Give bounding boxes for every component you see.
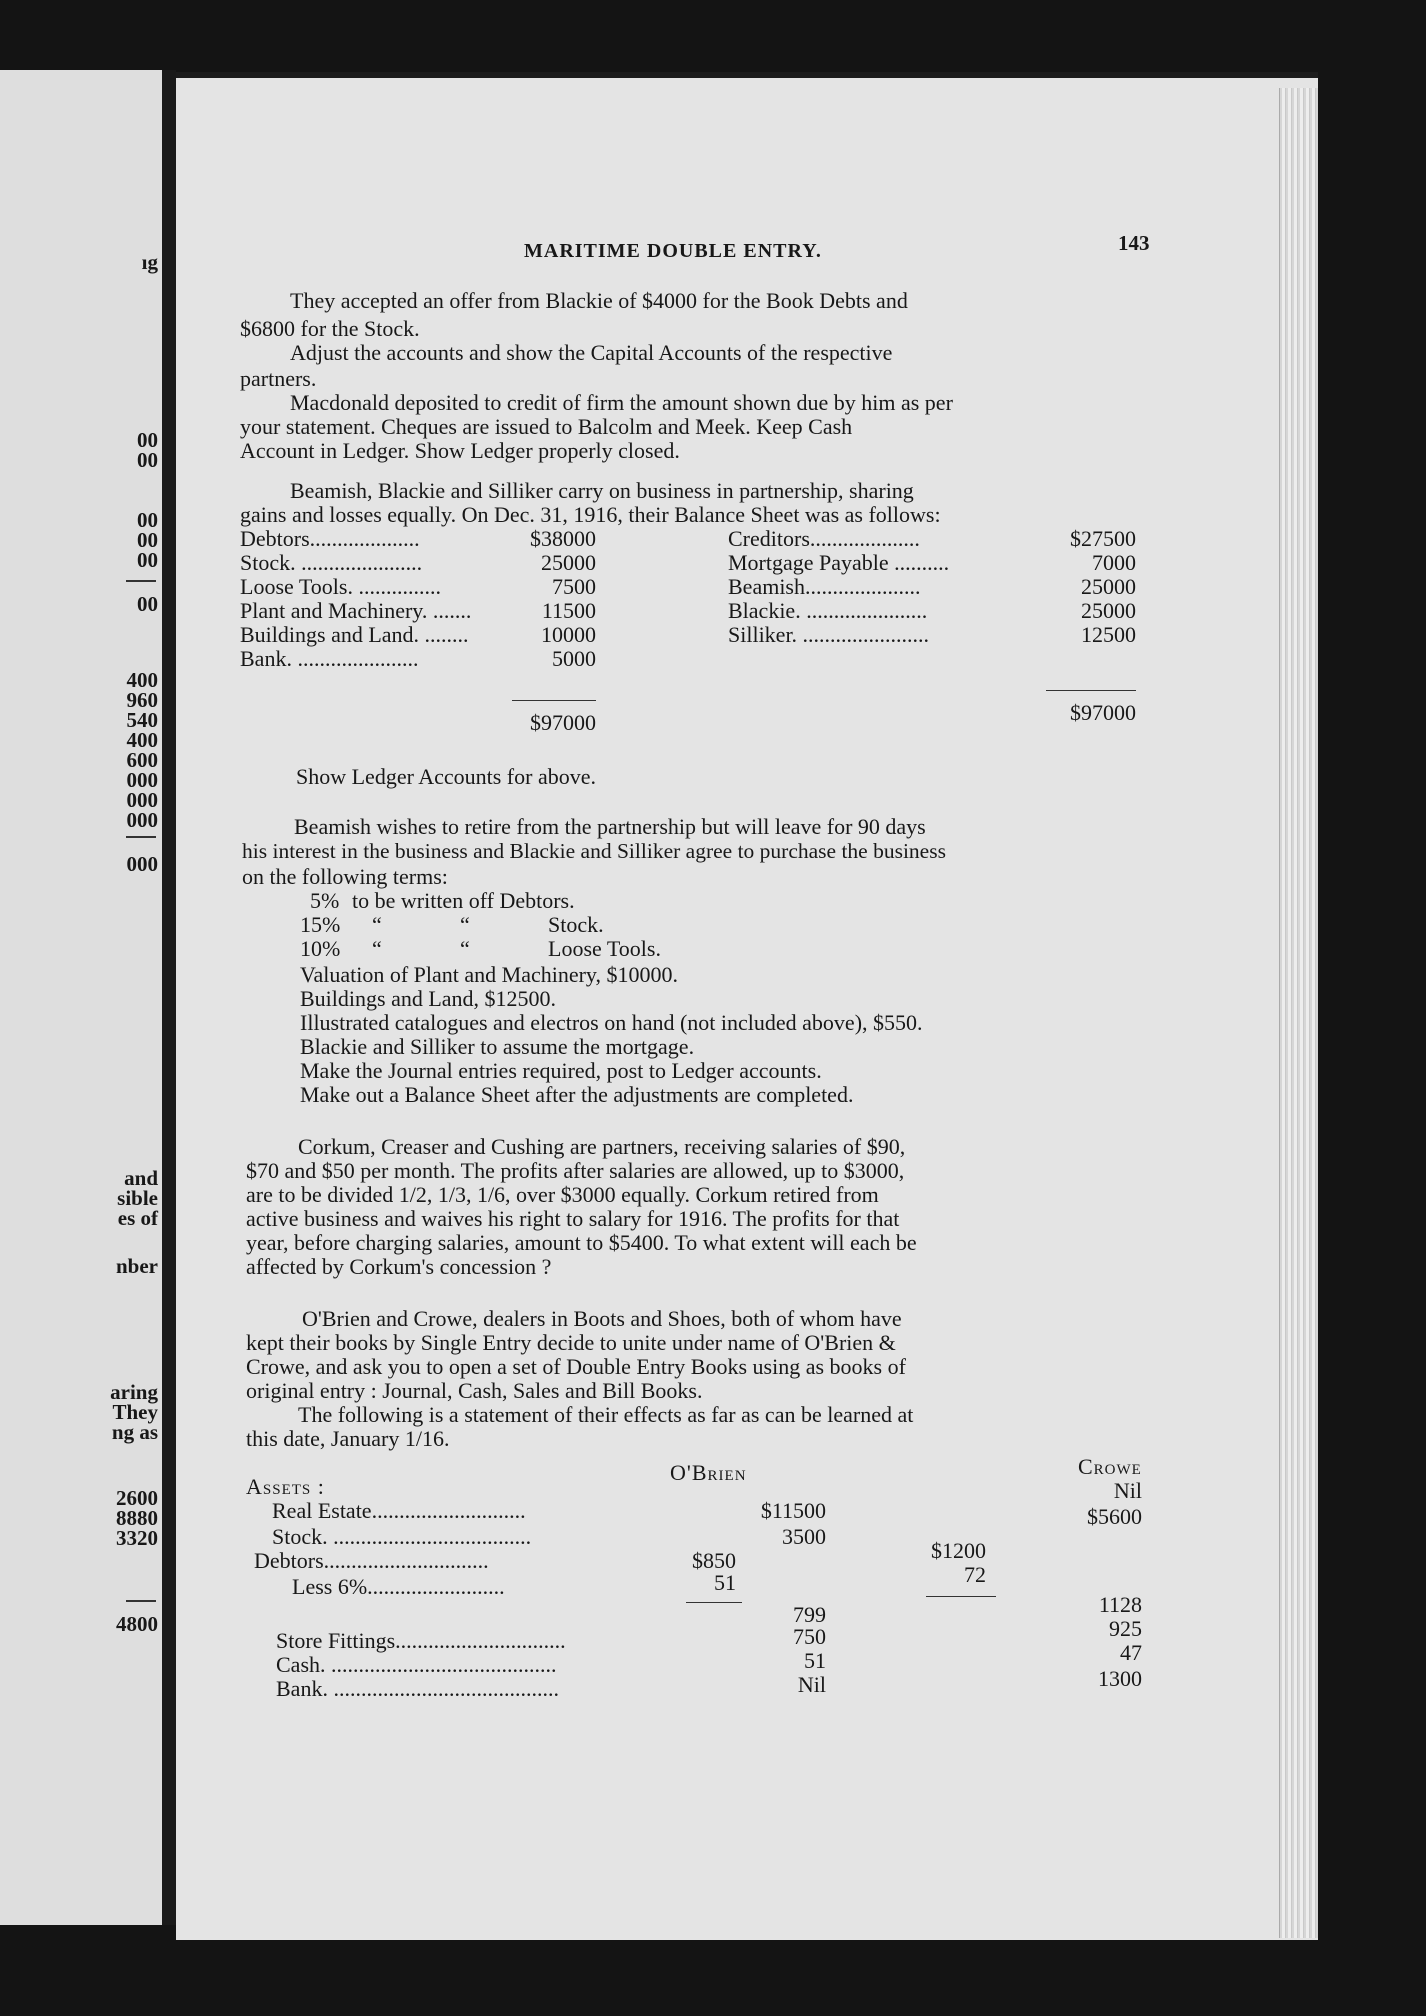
para5-line: kept their books by Single Entry decide to unite under name of O'Brien &	[246, 1330, 896, 1355]
term-pct: 10%	[300, 936, 341, 961]
para2-line: gains and losses equally. On Dec. 31, 1916, their Balance Sheet was as follows:	[240, 502, 941, 527]
term-text: to be written off Debtors.	[352, 888, 575, 913]
facing-page-edge	[0, 70, 176, 1925]
crowe-debtors-less: 72	[964, 1562, 986, 1587]
obrien-stock: 3500	[782, 1524, 826, 1549]
facing-page-fragment: 00	[137, 528, 158, 552]
para4-line: active business and waives his right to salary for 1916. The profits for that	[246, 1206, 900, 1231]
bs-left-label: Stock. ......................	[240, 550, 423, 575]
bs-right-label: Mortgage Payable ..........	[728, 550, 950, 575]
bs-right-amount: 25000	[1081, 574, 1136, 599]
para5-line: original entry : Journal, Cash, Sales and Bill Books.	[246, 1378, 703, 1403]
term-pct: 5%	[310, 888, 340, 913]
para4-line: $70 and $50 per month. The profits after salaries are allowed, up to $3000,	[246, 1158, 905, 1183]
facing-page-rule	[126, 1600, 156, 1602]
facing-page-fragment: 00	[137, 592, 158, 616]
terms-line: Make out a Balance Sheet after the adjustments are completed.	[300, 1082, 854, 1107]
obrien-debtors-net: 799	[793, 1602, 826, 1627]
term-ditto: “	[372, 912, 382, 937]
bs-left-label: Plant and Machinery. .......	[240, 598, 472, 623]
stock-label: Stock. ....................................	[272, 1524, 532, 1549]
terms-line: Make the Journal entries required, post to Ledger accounts.	[300, 1058, 822, 1083]
bs-left-label: Bank. ......................	[240, 646, 419, 671]
bs-left-amount: $38000	[530, 526, 596, 551]
term-ditto: “	[460, 912, 470, 937]
facing-page-fragment: ng as	[111, 1420, 158, 1444]
para5-line: this date, January 1/16.	[246, 1426, 450, 1451]
facing-page-rule	[126, 836, 156, 838]
obrien-real-estate: $11500	[760, 1498, 826, 1523]
facing-page-fragment: 540	[126, 708, 158, 732]
page-edge-stack	[1279, 88, 1318, 1938]
bs-left-label: Buildings and Land. ........	[240, 622, 469, 647]
facing-page-fragment: 3320	[116, 1526, 158, 1550]
bs-right-amount: 7000	[1092, 550, 1136, 575]
para1-line: Account in Ledger. Show Ledger properly closed.	[240, 438, 680, 463]
facing-page-fragment: 960	[126, 688, 158, 712]
facing-page-fragment: They	[112, 1400, 158, 1424]
real-estate-label: Real Estate............................	[272, 1498, 526, 1523]
term-ditto: “	[460, 936, 470, 961]
para1-line: your statement. Cheques are issued to Balcolm and Meek. Keep Cash	[240, 414, 853, 439]
term-ditto: “	[372, 936, 382, 961]
facing-page-fragment: 8880	[116, 1506, 158, 1530]
cash-label: Cash. .........................................	[276, 1652, 557, 1677]
terms-line: Valuation of Plant and Machinery, $10000.	[300, 962, 678, 987]
bs-right-total: $97000	[1070, 700, 1136, 725]
crowe-header: Crowe	[1078, 1454, 1142, 1479]
crowe-debtors-net: 1128	[1098, 1592, 1142, 1617]
facing-page-fragment: 000	[126, 852, 158, 876]
para4-line: year, before charging salaries, amount to $5400. To what extent will each be	[246, 1230, 917, 1255]
crowe-real-estate: Nil	[1113, 1478, 1142, 1503]
obrien-bank: Nil	[797, 1672, 826, 1697]
para1-line: Macdonald deposited to credit of firm the amount shown due by him as per	[290, 390, 953, 415]
facing-page-fragment: 00	[137, 428, 158, 452]
obrien-store-fittings: 750	[793, 1624, 826, 1649]
obrien-debtors-gross: $850	[692, 1548, 736, 1573]
para3-line: on the following terms:	[242, 864, 448, 889]
bs-right-amount: $27500	[1070, 526, 1136, 551]
obrien-debtors-less: 51	[714, 1570, 736, 1595]
facing-page-fragment: es of	[117, 1206, 158, 1230]
book-page	[176, 72, 1318, 1940]
facing-page-fragment: 4800	[116, 1612, 158, 1636]
bs-left-total-rule	[512, 700, 596, 701]
bs-right-label: Beamish.....................	[728, 574, 921, 599]
facing-page-fragment: ıg	[141, 250, 158, 274]
assets-label: Assets :	[246, 1474, 325, 1499]
para1-line: partners.	[240, 366, 317, 391]
store-fittings-label: Store Fittings...............................	[276, 1628, 566, 1653]
facing-page-rule	[126, 580, 156, 582]
bs-left-label: Debtors....................	[240, 526, 420, 551]
facing-page-fragment: 400	[126, 728, 158, 752]
bs-right-amount: 12500	[1081, 622, 1136, 647]
bs-right-amount: 25000	[1081, 598, 1136, 623]
bs-left-total: $97000	[530, 710, 596, 735]
term-text: Loose Tools.	[548, 936, 661, 961]
crowe-store-fittings: 925	[1109, 1616, 1142, 1641]
para3-line: Beamish wishes to retire from the partnership but will leave for 90 days	[294, 814, 926, 839]
bs-left-amount: 5000	[552, 646, 596, 671]
term-pct: 15%	[300, 912, 341, 937]
para3-line: his interest in the business and Blackie and Silliker agree to purchase the business	[242, 839, 946, 863]
crowe-stock: $5600	[1087, 1504, 1142, 1529]
debtors-label: Debtors..............................	[254, 1548, 489, 1573]
bank-label: Bank. .........................................	[276, 1676, 559, 1701]
facing-page-fragment: 00	[137, 508, 158, 532]
terms-line: Buildings and Land, $12500.	[300, 986, 557, 1011]
facing-page-fragment: 000	[126, 788, 158, 812]
facing-page-fragment: 00	[137, 548, 158, 572]
para1-line: $6800 for the Stock.	[240, 316, 420, 341]
terms-line: Blackie and Silliker to assume the mortgage.	[300, 1034, 695, 1059]
facing-page-fragment: and	[124, 1166, 158, 1190]
para4-line: are to be divided 1/2, 1/3, 1/6, over $3000 equally. Corkum retired from	[246, 1182, 879, 1207]
facing-page-fragment: sible	[117, 1186, 158, 1210]
obrien-header: O'Brien	[670, 1460, 747, 1485]
terms-line: Illustrated catalogues and electros on hand (not included above), $550.	[300, 1010, 923, 1035]
bs-left-amount: 7500	[552, 574, 596, 599]
bs-left-label: Loose Tools. ...............	[240, 574, 441, 599]
bs-left-amount: 25000	[541, 550, 596, 575]
facing-page-fragment: 400	[126, 668, 158, 692]
crowe-debtors-rule	[926, 1596, 996, 1597]
para1-line: Adjust the accounts and show the Capital Accounts of the respective	[290, 340, 893, 365]
facing-page-fragment: 2600	[116, 1486, 158, 1510]
bs-left-amount: 11500	[541, 598, 596, 623]
running-header: MARITIME DOUBLE ENTRY.	[524, 240, 822, 262]
less-label: Less 6%.........................	[292, 1574, 505, 1599]
bs-left-amount: 10000	[541, 622, 596, 647]
para5-line: O'Brien and Crowe, dealers in Boots and Shoes, both of whom have	[302, 1306, 902, 1331]
para5-line: Crowe, and ask you to open a set of Double Entry Books using as books of	[246, 1354, 906, 1379]
para2-line: Beamish, Blackie and Silliker carry on business in partnership, sharing	[290, 478, 914, 503]
facing-page-fragment: 00	[137, 448, 158, 472]
crowe-cash: 47	[1120, 1640, 1142, 1665]
show-ledger-line: Show Ledger Accounts for above.	[296, 764, 596, 789]
facing-page-fragment: 000	[126, 808, 158, 832]
obrien-debtors-rule	[686, 1602, 742, 1603]
para5-line: The following is a statement of their effects as far as can be learned at	[298, 1402, 914, 1427]
bs-right-total-rule	[1046, 690, 1136, 691]
term-text: Stock.	[548, 912, 604, 937]
facing-page-fragment: 000	[126, 768, 158, 792]
para4-line: Corkum, Creaser and Cushing are partners, receiving salaries of $90,	[298, 1134, 906, 1159]
page-number: 143	[1118, 231, 1150, 255]
para1-line: They accepted an offer from Blackie of $4000 for the Book Debts and	[290, 288, 908, 313]
crowe-debtors-gross: $1200	[931, 1538, 986, 1563]
facing-page-fragment: nber	[116, 1254, 158, 1278]
para4-line: affected by Corkum's concession ?	[246, 1254, 552, 1279]
crowe-bank: 1300	[1098, 1666, 1142, 1691]
obrien-cash: 51	[804, 1648, 826, 1673]
bs-right-label: Blackie. ......................	[728, 598, 928, 623]
bs-right-label: Creditors....................	[728, 526, 920, 551]
facing-page-fragment: 600	[126, 748, 158, 772]
bs-right-label: Silliker. .......................	[728, 622, 930, 647]
facing-page-fragment: aring	[110, 1380, 158, 1404]
